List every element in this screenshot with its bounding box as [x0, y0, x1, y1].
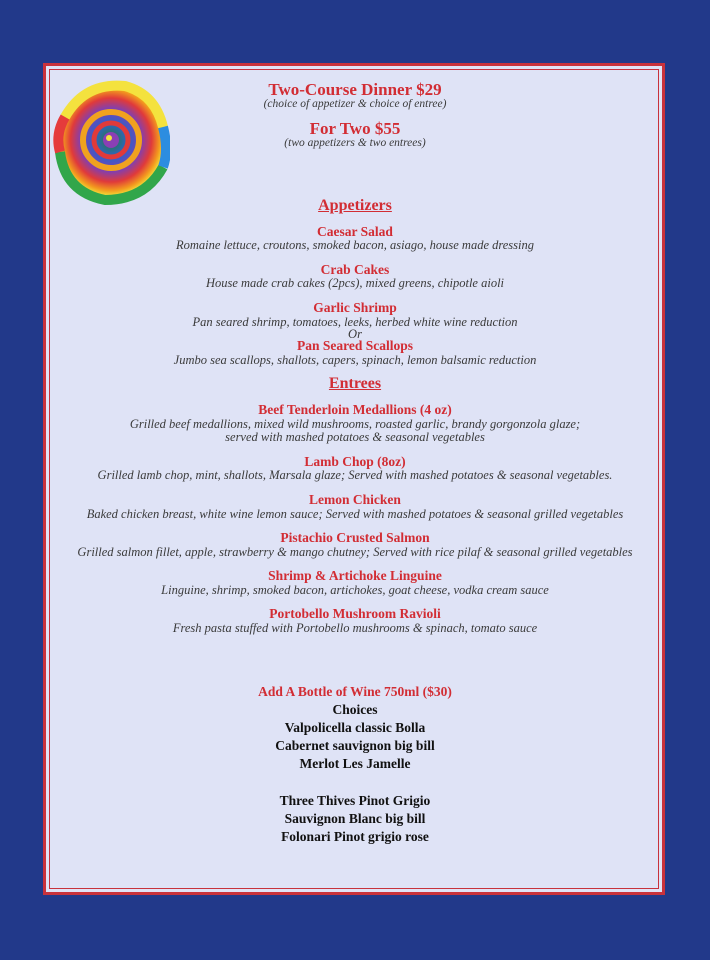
appetizer-name: Pan Seared Scallops	[296, 338, 413, 353]
wine-item: Merlot Les Jamelle	[299, 756, 411, 771]
entree-desc: Grilled lamb chop, mint, shallots, Marsala glaze; Served with mashed potatoes & seasonal vegetables.	[97, 468, 613, 482]
entree-desc: served with mashed potatoes & seasonal vegetables	[225, 430, 485, 444]
two-course-title: Two-Course Dinner $29	[268, 80, 442, 99]
appetizer-desc: Romaine lettuce, croutons, smoked bacon, asiago, house made dressing	[175, 238, 535, 252]
entree-desc: Grilled beef medallions, mixed wild mushrooms, roasted garlic, brandy gorgonzola glaze;	[129, 417, 581, 431]
wine-heading: Add A Bottle of Wine 750ml ($30)	[258, 684, 452, 699]
wine-choices-label: Choices	[332, 702, 378, 717]
appetizer-name: Caesar Salad	[317, 224, 393, 239]
wine-item: Three Thives Pinot Grigio	[279, 793, 431, 808]
entree-desc: Fresh pasta stuffed with Portobello mushrooms & spinach, tomato sauce	[172, 621, 538, 635]
wine-item: Valpolicella classic Bolla	[284, 720, 426, 735]
entree-name: Pistachio Crusted Salmon	[280, 530, 430, 545]
wine-item: Folonari Pinot grigio rose	[281, 829, 429, 844]
appetizer-name: Crab Cakes	[320, 262, 390, 277]
two-course-note: (choice of appetizer & choice of entree)	[263, 98, 447, 110]
entree-name: Portobello Mushroom Ravioli	[269, 606, 441, 621]
wine-item: Cabernet sauvignon big bill	[275, 738, 435, 753]
wine-item: Sauvignon Blanc big bill	[284, 811, 426, 826]
for-two-title: For Two $55	[309, 119, 401, 138]
entree-name: Shrimp & Artichoke Linguine	[268, 568, 442, 583]
appetizers-heading: Appetizers	[318, 197, 392, 214]
entree-name: Lamb Chop (8oz)	[304, 454, 406, 469]
entree-desc: Grilled salmon fillet, apple, strawberry & mango chutney; Served with rice pilaf & seasonal grilled vegetables	[77, 545, 633, 559]
for-two-note: (two appetizers & two entrees)	[284, 137, 426, 149]
entree-name: Lemon Chicken	[309, 492, 401, 507]
entree-name: Beef Tenderloin Medallions (4 oz)	[258, 402, 452, 417]
entree-desc: Baked chicken breast, white wine lemon sauce; Served with mashed potatoes & seasonal grilled vegetables	[86, 507, 624, 521]
entrees-heading: Entrees	[328, 375, 382, 392]
appetizer-desc: Jumbo sea scallops, shallots, capers, spinach, lemon balsamic reduction	[173, 353, 537, 367]
appetizer-name: Garlic Shrimp	[313, 300, 397, 315]
or-divider: Or	[348, 327, 362, 341]
appetizer-desc: Pan seared shrimp, tomatoes, leeks, herbed white wine reduction	[192, 315, 518, 329]
appetizer-desc: House made crab cakes (2pcs), mixed greens, chipotle aioli	[205, 276, 505, 290]
entree-desc: Linguine, shrimp, smoked bacon, artichokes, goat cheese, vodka cream sauce	[161, 583, 549, 597]
